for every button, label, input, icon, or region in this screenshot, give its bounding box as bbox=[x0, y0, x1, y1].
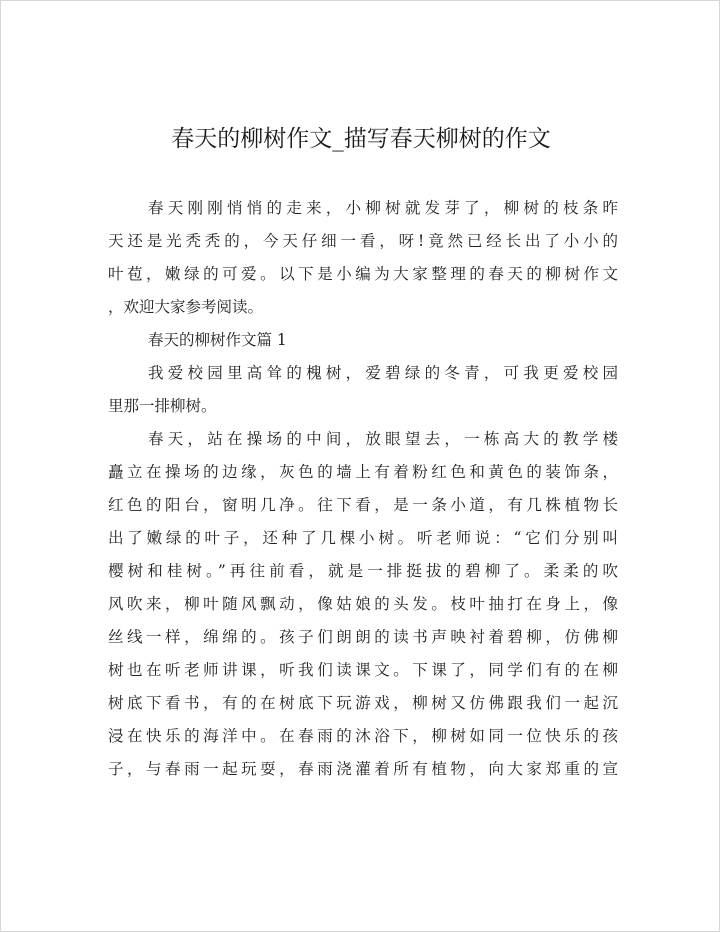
paragraph-line: 里那一排柳树。 bbox=[108, 397, 217, 415]
document-title: 春天的柳树作文_描写春天柳树的作文 bbox=[171, 126, 551, 152]
paragraph-line: 樱树和桂树。”再往前看，就是一排挺拔的碧柳了。柔柔的吹 bbox=[108, 562, 618, 580]
paragraph-line: 天还是光秃秃的，今天仔细一看，呀!竟然已经长出了小小的 bbox=[108, 232, 618, 250]
paragraph-line: 丝线一样，绵绵的。孩子们朗朗的读书声映衬着碧柳，仿佛柳 bbox=[108, 628, 618, 646]
paragraph-line: 矗立在操场的边缘，灰色的墙上有着粉红色和黄色的装饰条， bbox=[108, 463, 618, 481]
paragraph-line: 春天，站在操场的中间，放眼望去，一栋高大的教学楼 bbox=[148, 430, 618, 448]
paragraph-line: 树也在听老师讲课，听我们读课文。下课了，同学们有的在柳 bbox=[108, 661, 618, 679]
paragraph-line: 子，与春雨一起玩耍，春雨浇灌着所有植物，向大家郑重的宣 bbox=[108, 760, 618, 778]
paragraph-line: ，欢迎大家参考阅读。 bbox=[108, 298, 264, 316]
paragraph-line: 浸在快乐的海洋中。在春雨的沐浴下，柳树如同一位快乐的孩 bbox=[108, 727, 618, 745]
paragraph-line: 春天刚刚悄悄的走来，小柳树就发芽了，柳树的枝条昨 bbox=[148, 199, 618, 217]
paragraph-line: 我爱校园里高耸的槐树，爱碧绿的冬青，可我更爱校园 bbox=[148, 364, 618, 382]
paragraph-line: 叶苞，嫩绿的可爱。以下是小编为大家整理的春天的柳树作文 bbox=[108, 265, 618, 283]
paragraph-line: 红色的阳台，窗明几净。往下看，是一条小道，有几株植物长 bbox=[108, 496, 618, 514]
section-heading: 春天的柳树作文篇 1 bbox=[148, 331, 287, 349]
paragraph-line: 出了嫩绿的叶子，还种了几棵小树。听老师说：“它们分别叫 bbox=[108, 529, 618, 547]
document-body bbox=[108, 192, 618, 786]
paragraph-line: 风吹来，柳叶随风飘动，像姑娘的头发。枝叶抽打在身上，像 bbox=[108, 595, 618, 613]
paragraph-line: 树底下看书，有的在树底下玩游戏，柳树又仿佛跟我们一起沉 bbox=[108, 694, 618, 712]
